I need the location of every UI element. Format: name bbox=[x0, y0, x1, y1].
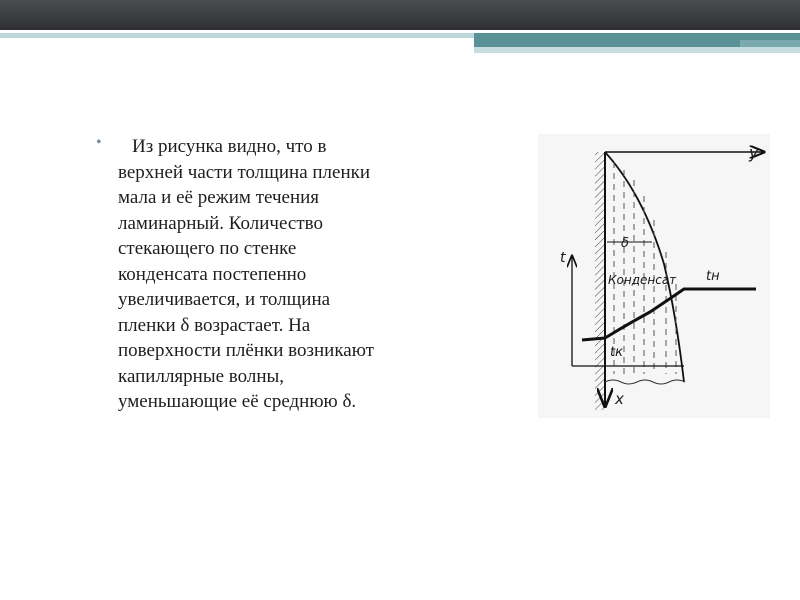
wave-line bbox=[605, 380, 685, 384]
bullet-dot: • bbox=[96, 134, 102, 151]
text-line: Из рисунка видно, что в bbox=[132, 136, 327, 157]
condensate-film-diagram bbox=[538, 134, 770, 418]
t-k-label: tк bbox=[610, 345, 623, 360]
accent-bar-light bbox=[474, 47, 800, 53]
text-line: пленки δ возрастает. На bbox=[118, 314, 311, 336]
diagram-svg bbox=[538, 134, 770, 418]
text-line: увеличивается, и толщина bbox=[118, 289, 331, 310]
text-line: уменьшающие её среднюю δ. bbox=[118, 391, 357, 412]
wall-hatching bbox=[595, 152, 605, 410]
x-axis-label: x bbox=[615, 390, 624, 408]
text-line: верхней части толщина пленки bbox=[118, 161, 371, 183]
text-line: стекающего по стенке bbox=[118, 238, 297, 259]
y-axis-label: y bbox=[749, 143, 759, 162]
condensate-label: Конденсат bbox=[608, 273, 677, 287]
temperature-profile bbox=[582, 289, 756, 340]
text-line: капиллярные волны, bbox=[118, 365, 285, 387]
text-line: поверхности плёнки возникают bbox=[118, 340, 374, 361]
flow-lines bbox=[614, 162, 676, 374]
accent-bar-small bbox=[740, 40, 800, 47]
text-line: мала и её режим течения bbox=[118, 187, 320, 208]
bullet-text bbox=[118, 134, 466, 415]
delta-label: δ bbox=[621, 236, 629, 251]
text-line: конденсата постепенно bbox=[118, 263, 307, 285]
bullet-block bbox=[96, 134, 466, 415]
t-axis-label: t bbox=[560, 250, 566, 266]
header-bar bbox=[0, 0, 800, 30]
t-n-label: tн bbox=[706, 269, 720, 284]
text-line: ламинарный. Количество bbox=[118, 212, 323, 234]
